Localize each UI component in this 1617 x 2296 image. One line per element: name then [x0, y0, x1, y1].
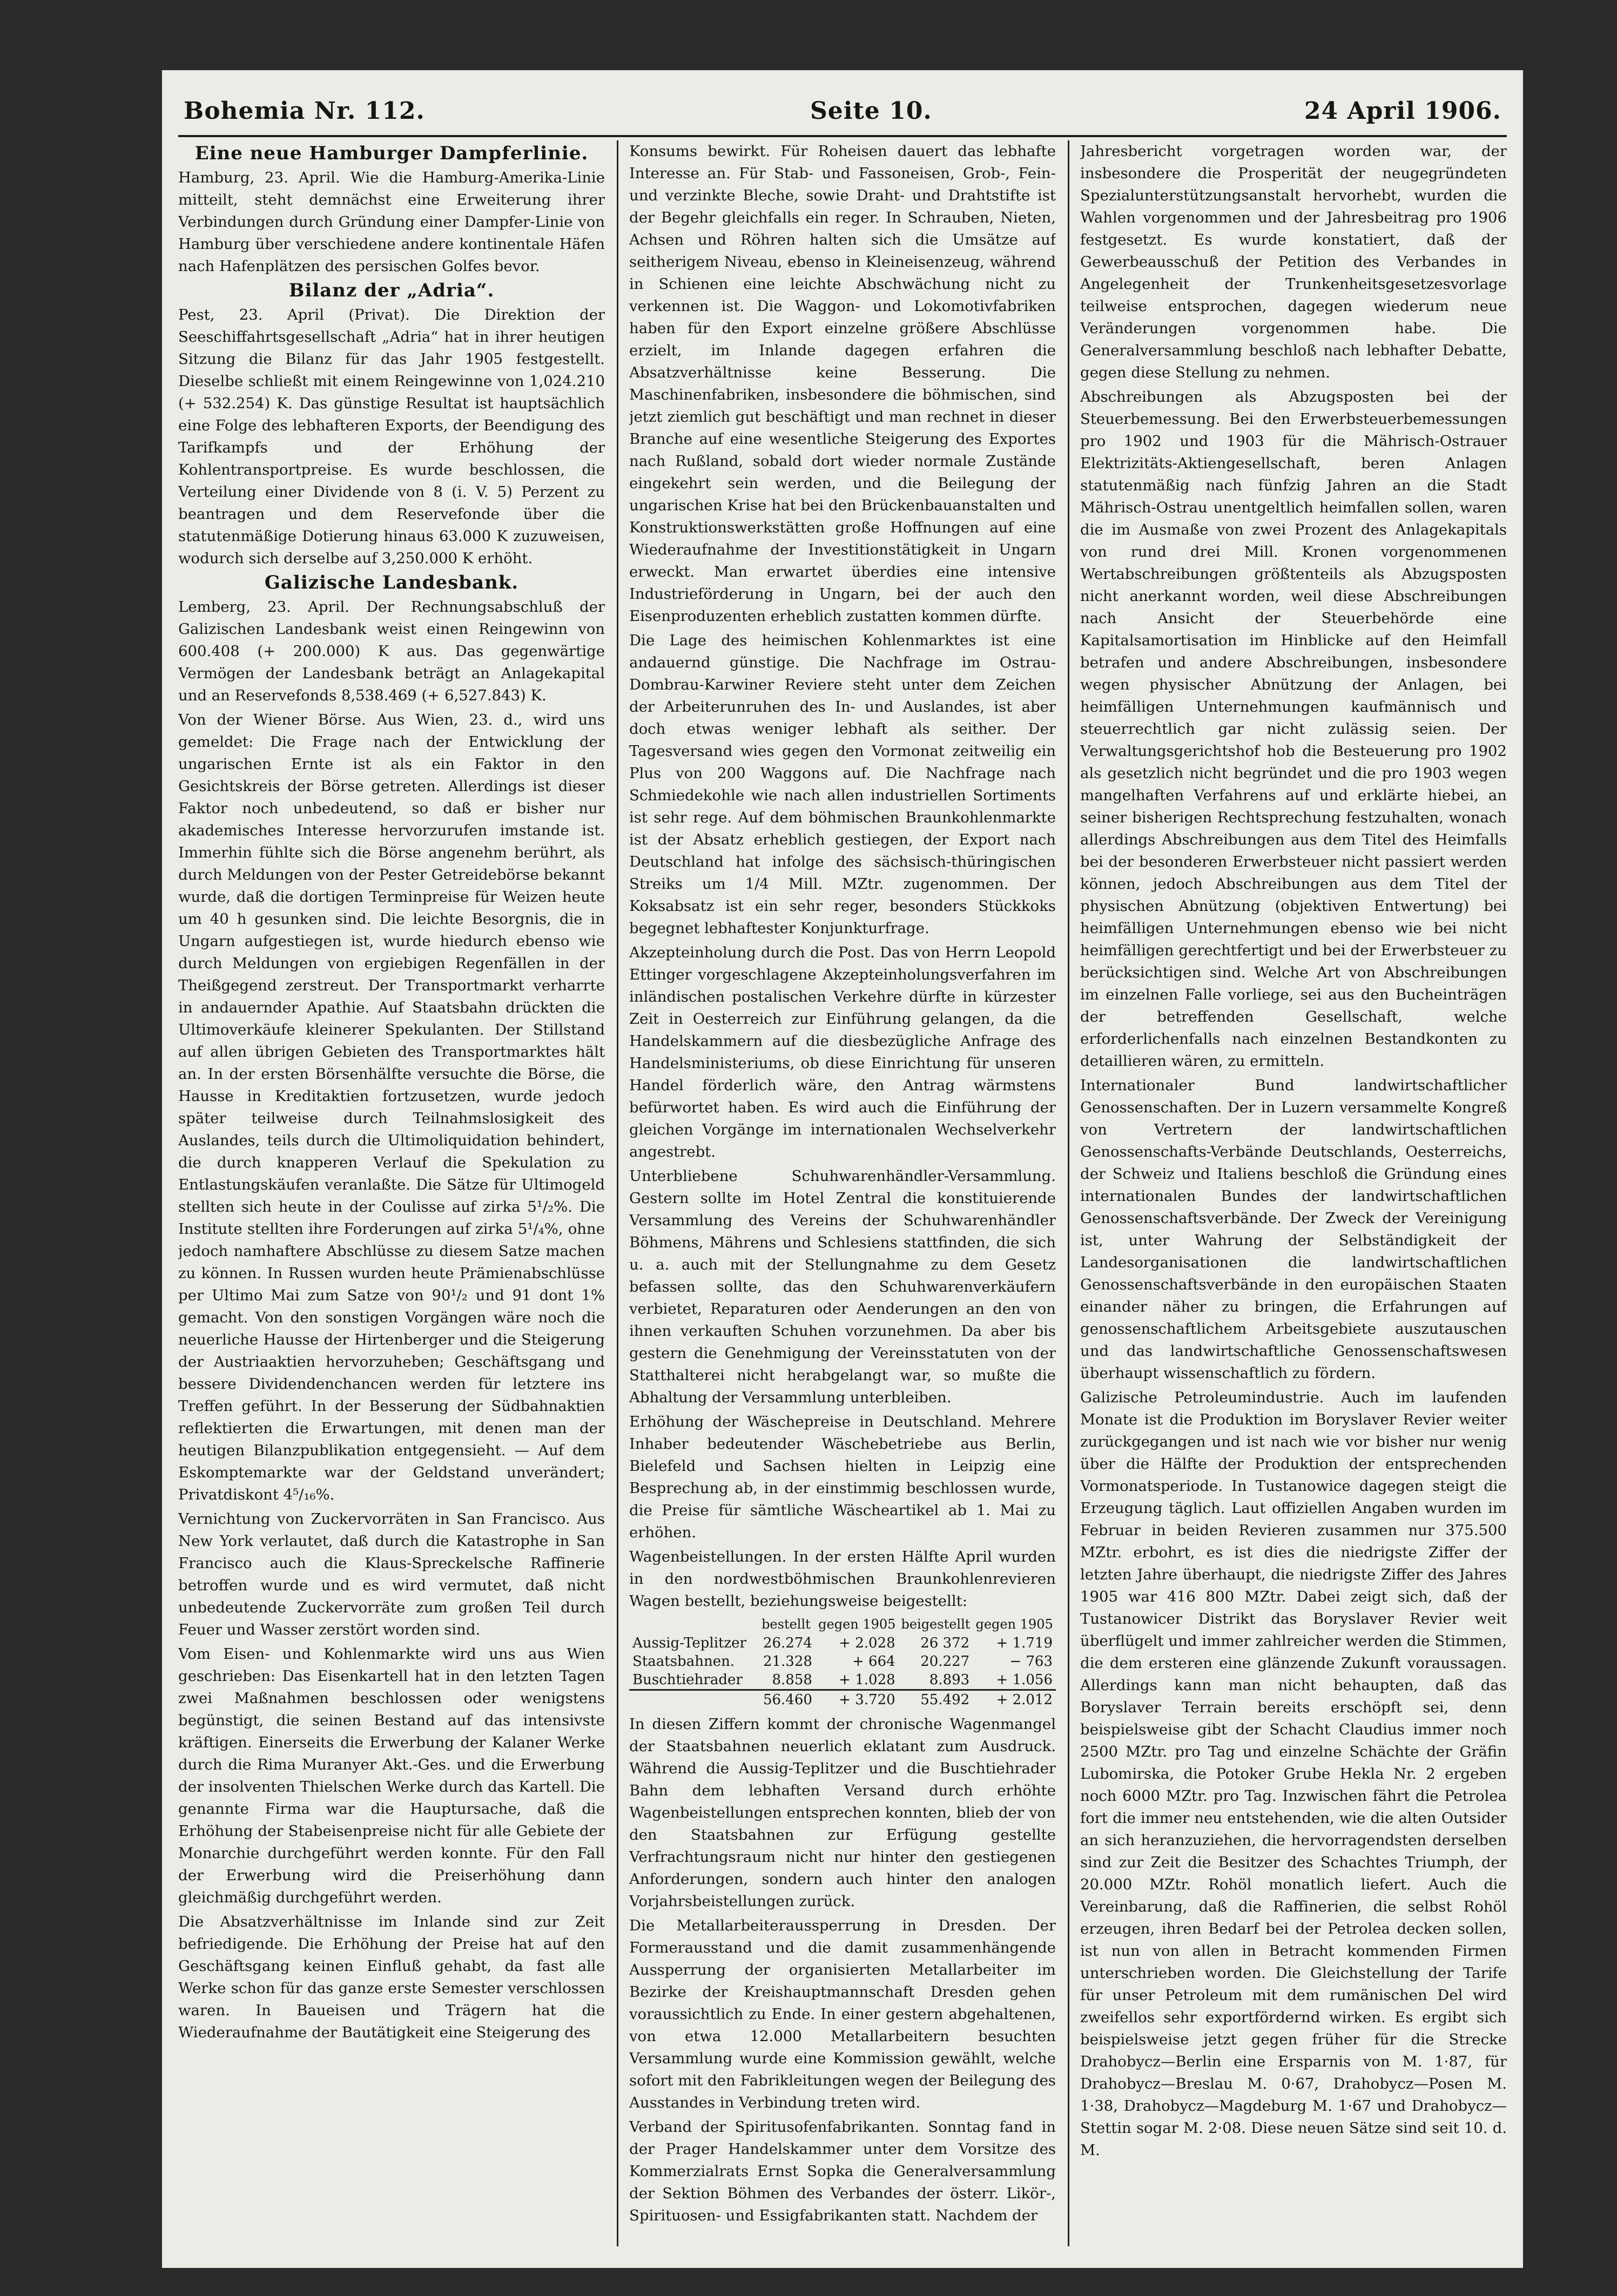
- column-rule: [617, 140, 618, 2246]
- table-cell: + 1.719: [996, 1635, 1053, 1651]
- wagon-table: [629, 1615, 1056, 1709]
- table-cell: 56.460: [757, 1690, 816, 1710]
- table-cell: Aussig-Teplitzer: [632, 1635, 746, 1651]
- article-spiritus-cont: Jahresbericht vorgetragen worden war, der insbesondere die Prosperität der neugegründeten Spezialunterstützungsanstalt hervorhebt, wurden die Wahlen vorgenommen und der Jahresbeitrag pro 1906 festgesetzt. Es wurde konstatiert, daß der Gewerbeausschuß der Petition des Verbandes in Angelegenheit der Trunkenheitsgesetzesvorlage teilweise entsprochen, dagegen wiederum neue Veränderungen vorgenommen habe. Die Generalversammlung beschloß nach lebhafter Debatte, gegen diese Stellung zu nehmen.: [1080, 143, 1507, 381]
- table-cell: 26.274: [763, 1635, 812, 1651]
- article-zuckervorraete: Vernichtung von Zuckervorräten in San Francisco. Aus New York verlautet, daß durch die Katastrophe in San Francisco auch die Klaus-Spreckelsche Raffinerie betroffen wurde und es wird vermutet, daß nicht unbedeutende Zuckervorräte zum großen Teil durch Feuer und Wasser zerstört worden sind.: [178, 1510, 605, 1638]
- article-spiritusfabrikanten: Verband der Spiritusofenfabrikanten. Sonntag fand in der Prager Handelskammer unter dem Vorsitze des Kommerzialrats Ernst Sopka die Generalversammlung der Sektion Böhmen des Verbandes der österr. Likör-, Spirituosen- und Essigfabrikanten statt. Nachdem der: [629, 2118, 1056, 2224]
- table-total-row: [629, 1690, 1056, 1710]
- article-waeschepreise: Erhöhung der Wäschepreise in Deutschland. Mehrere Inhaber bedeutender Wäschebetriebe aus Berlin, Bielefeld und Sachsen hielten in Leipzig eine Besprechung ab, in der einstimmig beschlossen wurde, die Preise für sämtliche Wäscheartikel ab 1. Mai zu erhöhen.: [629, 1413, 1056, 1541]
- table-header: beigestellt: [901, 1617, 971, 1632]
- table-header: gegen 1905: [818, 1617, 896, 1632]
- table-cell: 8.858: [772, 1672, 812, 1688]
- table-cell: 20.227: [920, 1653, 970, 1670]
- article-wagenmangel: In diesen Ziffern kommt der chronische Wagenmangel der Staatsbahnen neuerlich eklatant zum Ausdruck. Während die Aussig-Teplitzer und die Buschtiehrader Bahn dem lebhaften Versand durch erhöhte Wagenbeistellungen entsprechen konnten, blieb der von den Staatsbahnen zur Erfügung gestellte Verfrachtungsraum nicht nur hinter den gestiegenen Anforderungen, sondern auch hinter den analogen Vorjahrsbeistellungen zurück.: [629, 1716, 1056, 1910]
- column-left: [178, 140, 605, 2257]
- table-cell: 8.893: [929, 1672, 970, 1688]
- article-adria: Pest, 23. April (Privat). Die Direktion der Seeschiffahrtsgesellschaft „Adria“ hat in ihrer heutigen Sitzung die Bilanz für das Jahr 1905 festgestellt. Dieselbe schließt mit einem Reingewinne von 1,024.210 (+ 532.254) K. Das günstige Resultat ist hauptsächlich eine Folge des lebhafteren Exports, der Beendigung des Tarifkampfs und der Erhöhung der Kohlentransportpreise. Es wurde beschlossen, die Verteilung einer Dividende von 8 (i. V. 5) Perzent zu beantragen und dem Reservefonde über die statutenmäßige Dotierung hinaus 63.000 K zuzuweisen, wodurch sich derselbe auf 3,250.000 K erhöht.: [178, 306, 605, 567]
- table-header-row: [629, 1615, 1056, 1634]
- newspaper-page: [162, 70, 1523, 2268]
- column-rule: [1068, 140, 1069, 2246]
- table-header: bestellt: [762, 1617, 811, 1632]
- page-number: Seite 10.: [810, 97, 932, 125]
- article-abschreibungen: Abschreibungen als Abzugsposten bei der Steuerbemessung. Bei den Erwerbsteuerbemessungen pro 1902 und 1903 für die Mährisch-Ostrauer Elektrizitäts-Aktiengesellschaft, beren Anlagen statutenmäßig nach fünfzig Jahren an die Stadt Mährisch-Ostrau unentgeltlich heimfallen sollen, waren die im Ausmaße von zwei Prozent des Anlagekapitals von rund drei Mill. Kronen vorgenommenen Wertabschreibungen größtenteils als Abzugsposten nicht anerkannt worden, weil diese Abschreibungen nach Ansicht der Steuerbehörde eine Kapitalsamortisation im Hinblicke auf den Heimfall betrafen und andere Abschreibungen, insbesondere wegen physischer Abnützung der Anlagen, bei heimfälligen Unternehmungen kaufmännisch und steuerrechtlich gar nicht zulässig seien. Der Verwaltungsgerichtshof hob die Besteuerung pro 1902 als gesetzlich nicht begründet und die pro 1903 wegen mangelhaften Verfahrens auf und erklärte hiebei, an seiner bisherigen Rechtsprechung festzuhalten, wonach allerdings Abschreibungen aus dem Titel des Heimfalls bei der besonderen Erwerbsteuer nicht passiert werden können, jedoch Abschreibungen aus dem Titel der physischen Abnützung (objektiven Entwertung) bei heimfälligen Unternehmungen ebenso wie bei nicht heimfälligen gerechtfertigt und bei der Erwerbsteuer zu berücksichtigen sind. Welche Art von Abschreibungen im einzelnen Falle vorliege, sei aus den Bucheinträgen der betreffenden Gesellschaft, welche erforderlichenfalls nach einzelnen Bestandkonten zu detaillieren wären, zu ermitteln.: [1080, 388, 1507, 1070]
- article-metallarbeiter: Die Metallarbeiteraussperrung in Dresden. Der Formerausstand und die damit zusammenhängende Aussperrung der organisierten Metallarbeiter im Bezirke der Kreishauptmannschaft Dresden gehen voraussichtlich zu Ende. In einer gestern abgehaltenen, von etwa 12.000 Metallarbeitern besuchten Versammlung wurde eine Kommission gewählt, welche sofort mit den Fabrikleitungen wegen der Beilegung des Ausstandes in Verbindung treten wird.: [629, 1917, 1056, 2111]
- article-akzepteinholung: Akzepteinholung durch die Post. Das von Herrn Leopold Ettinger vorgeschlagene Akzepteinholungsverfahren im inländischen postalischen Verkehre dürfte in kürzester Zeit in Oesterreich zur Einführung gelangen, da die Handelskammern auf die diesbezügliche Anfrage des Handelsministeriums, ob diese Einrichtung für unseren Handel förderlich wäre, den Antrag wärmstens befürwortet haben. Es wird auch die Einführung der gleichen Vorgänge im internationalen Wechselverkehr angestrebt.: [629, 944, 1056, 1160]
- headline-adria: Bilanz der „Adria“.: [288, 280, 495, 301]
- table-row: [629, 1652, 1056, 1671]
- column-right: [1080, 140, 1507, 2257]
- table-cell: + 3.720: [816, 1690, 899, 1710]
- headline-hamburg: Eine neue Hamburger Dampferlinie.: [194, 143, 589, 164]
- table-cell: − 763: [1009, 1653, 1053, 1670]
- article-schuhwarenhaendler: Unterbliebene Schuhwarenhändler-Versammlung. Gestern sollte im Hotel Zentral die konstituierende Versammlung des Vereins der Schuhwarenhändler Böhmens, Mährens und Schlesiens stattfinden, die sich u. a. auch mit der Stellungnahme zu dem Gesetz befassen sollte, das den Schuhwarenverkäufern verbietet, Reparaturen oder Aenderungen an den von ihnen verkauften Schuhen vorzunehmen. Da aber bis gestern die Genehmigung der Vereinsstatuten von der Statthalterei nicht herabgelangt war, so mußte die Abhaltung der Versammlung unterbleiben.: [629, 1167, 1056, 1406]
- table-cell: Staatsbahnen.: [632, 1653, 735, 1670]
- table-header: gegen 1905: [975, 1617, 1053, 1632]
- table-cell: + 2.012: [973, 1690, 1056, 1710]
- masthead-issue: Bohemia Nr. 112.: [184, 97, 425, 125]
- article-wiener-boerse: Von der Wiener Börse. Aus Wien, 23. d., wird uns gemeldet: Die Frage nach der Entwicklung der ungarischen Ernte ist als ein Faktor in den Gesichtskreis der Börse getreten. Allerdings ist dieser Faktor noch unbedeutend, so daß er bisher nur akademisches Interesse hervorzurufen imstande ist. Immerhin fühlte sich die Börse angenehm berührt, als durch Meldungen von der Pester Getreidebörse bekannt wurde, daß die dortigen Terminpreise für Weizen heute um 40 h gesunken sind. Die leichte Besorgnis, die in Ungarn aufgestiegen ist, wurde hiedurch ebenso wie durch Meldungen von ergiebigen Regenfällen in der Theißgegend zerstreut. Der Transportmarkt verharrte in andauernder Apathie. Auf Staatsbahn drückten die Ultimoverkäufe kleinerer Spekulanten. Der Stillstand auf allen übrigen Gebieten des Transportmarktes hält an. In der ersten Börsenhälfte versuchte die Börse, die Hausse in Kreditaktien fortzusetzen, wurde jedoch später teilweise durch Teilnahmslosigkeit des Auslandes, teils durch die Ultimoliquidation behindert, die durch knapperen Verlauf die Spekulation zu Entlastungskäufen veranlaßte. Die Sätze für Ultimogeld stellten sich heute in der Coulisse auf zirka 5¹/₂%. Die Institute stellten ihre Forderungen auf zirka 5¹/₄%, ohne jedoch namhaftere Abschlüsse zu diesem Satze machen zu können. In Russen wurden heute Prämienabschlüsse per Ultimo Mai zum Satze von 90¹/₂ und 91 dont 1% gemacht. Von den sonstigen Vorgängen wäre noch die neuerliche Hausse der Hirtenberger und die Steigerung der Austriaaktien hervorzuheben; Geschäftsgang und bessere Dividendenchancen werden für letztere ins Treffen geführt. In der Besserung der Südbahnaktien reflektierten die Erwartungen, mit denen man der heutigen Bilanzpublikation entgegensieht. — Auf dem Eskomptemarkte war der Geldstand unverändert; Privatdiskont 4⁵/₁₆%.: [178, 711, 605, 1503]
- table-header: [629, 1615, 757, 1634]
- issue-date: 24 April 1906.: [1304, 97, 1501, 125]
- article-eisenmarkt-cont: Konsums bewirkt. Für Roheisen dauert das lebhafte Interesse an. Für Stab- und Fassoneisen, Grob-, Fein- und verzinkte Bleche, sowie Draht- und Drahtstifte ist der Begehr gleichfalls ein reger. In Schrauben, Nieten, Achsen und Röhren halten sich die Umsätze auf seitherigem Niveau, ebenso in Kleineisenzeug, während in Schienen eine leichte Abschwächung nicht zu verkennen ist. Die Waggon- und Lokomotivfabriken haben für den Export einzelne größere Abschlüsse erzielt, im Inlande dagegen erfahren die Absatzverhältnisse keine Besserung. Die Maschinenfabriken, insbesondere die böhmischen, sind jetzt ziemlich gut beschäftigt und man rechnet in dieser Branche auf eine wesentliche Steigerung des Exportes nach Rußland, sobald dort wieder normale Zustände eingekehrt sein werden, und die Beilegung der ungarischen Krise hat bei den Brückenbauanstalten und Konstruktionswerkstätten große Hoffnungen auf eine Wiederaufnahme der Investitionstätigkeit in Ungarn erweckt. Man erwartet überdies eine intensive Industrieförderung in Ungarn, bei der auch den Eisenproduzenten erheblich zustatten kommen dürfte.: [629, 143, 1056, 625]
- article-genossenschaften: Internationaler Bund landwirtschaftlicher Genossenschaften. Der in Luzern versammelte Kongreß von Vertretern der landwirtschaftlichen Genossenschafts-Verbände Deutschlands, Oesterreichs, der Schweiz und Italiens beschloß die Gründung eines internationalen Bundes der landwirtschaftlichen Genossenschaftsverbände. Der Zweck der Vereinigung ist, unter Wahrung der Selbständigkeit der Landesorganisationen die landwirtschaftlichen Genossenschaftsverbände in den europäischen Staaten einander näher zu bringen, die Erfahrungen auf genossenschaftlichem Arbeitsgebiete auszutauschen und das landwirtschaftliche Genossenschaftswesen überhaupt wissenschaftlich zu fördern.: [1080, 1077, 1507, 1382]
- headline-landesbank: Galizische Landesbank.: [264, 572, 519, 593]
- article-petroleumindustrie: Galizische Petroleumindustrie. Auch im laufenden Monate ist die Produktion im Boryslaver Revier weiter zurückgegangen und ist nach wie vor bisher nur wenig über die Hälfte der Produktion der entsprechenden Vormonatsperiode. In Tustanowice dagegen steigt die Erzeugung täglich. Laut offiziellen Angaben wurden im Februar in beiden Revieren zusammen nur 375.500 MZtr. erbohrt, es ist dies die niedrigste Ziffer der letzten Jahre überhaupt, die niedrigste Ziffer des Jahres 1905 war 416 800 MZtr. Dabei zeigt sich, daß der Tustanowicer Distrikt das Boryslaver Revier weit überflügelt und immer zahlreicher werden die Stimmen, die dem ersteren eine glänzende Zukunft voraussagen. Allerdings kann man nicht behaupten, daß das Boryslaver Terrain bereits erschöpft sei, denn beispielsweise gibt der Schacht Claudius immer noch 2500 MZtr. pro Tag und einzelne Schächte der Gräfin Lubomirska, die Potoker Grube Hekla Nr. 2 ergeben noch 6000 MZtr. pro Tag. Inzwischen fährt die Petrolea fort die immer neu entstehenden, wie die alten Outsider an sich heranzuziehen, die hervorragendsten derselben sind zur Zeit die Besitzer des Schachtes Triumph, der 20.000 MZtr. Rohöl monatlich liefert. Auch die Vereinbarung, daß die Raffinerien, die selbst Rohöl erzeugen, ihren Bedarf bei der Petrolea decken sollen, ist nun von allen in Betracht kommenden Firmen unterschrieben worden. Die Gleichstellung der Tarife für unser Petroleum mit dem rumänischen Del wird zweifellos sehr exportfördernd wirken. Es ergibt sich beispielsweise jetzt gegen früher für die Strecke Drahobycz—Berlin eine Ersparnis von M. 1·87, für Drahobycz—Breslau M. 0·67, Drahobycz—Posen M. 1·38, Drahobycz—Magdeburg M. 1·67 und Drahobycz—Stettin sogar M. 2·08. Diese neuen Sätze sind seit 10. d. M.: [1080, 1389, 1507, 2159]
- article-eisenmarkt: Vom Eisen- und Kohlenmarkte wird uns aus Wien geschrieben: Das Eisenkartell hat in den letzten Tagen zwei Maßnahmen beschlossen oder wenigstens begünstigt, die seinen Bestand auf das intensivste kräftigen. Einerseits die Erwerbung der Kalaner Werke durch die Rima Muranyer Akt.-Ges. und die Erwerbung der insolventen Thielschen Werke durch das Kartell. Die genannte Firma war die Hauptursache, daß die Erhöhung der Stabeisenpreise nicht für alle Gebiete der Monarchie durchgeführt werden konnte. Für den Fall der Erwerbung wird die Preiserhöhung dann gleichmäßig durchgeführt werden.: [178, 1645, 605, 1906]
- page-header: [178, 92, 1507, 137]
- column-middle: [629, 140, 1056, 2257]
- table-cell: + 1.028: [839, 1672, 895, 1688]
- table-cell: 26 372: [920, 1635, 970, 1651]
- table-cell: + 664: [852, 1653, 895, 1670]
- table-cell: 55.492: [899, 1690, 973, 1710]
- article-landesbank: Lemberg, 23. April. Der Rechnungsabschluß der Galizischen Landesbank weist einen Reingewinn von 600.408 (+ 200.000) K aus. Das gegenwärtige Vermögen der Landesbank beträgt an Anlagekapital und an Reservefonds 8,538.469 (+ 6,527.843) K.: [178, 598, 605, 704]
- table-cell: 21.328: [763, 1653, 812, 1670]
- article-absatz: Die Absatzverhältnisse im Inlande sind zur Zeit befriedigende. Die Erhöhung der Preise hat auf den Geschäftsgang keinen Einfluß gehabt, da fast alle Werke schon für das ganze erste Semester verschlossen waren. In Baueisen und Trägern hat die Wiederaufnahme der Bautätigkeit eine Steigerung des: [178, 1913, 605, 2041]
- table-row: [629, 1671, 1056, 1690]
- table-cell: Buschtiehrader: [632, 1672, 743, 1688]
- table-row: [629, 1634, 1056, 1652]
- table-cell: + 1.056: [996, 1672, 1053, 1688]
- table-cell: + 2.028: [839, 1635, 895, 1651]
- article-hamburg: Hamburg, 23. April. Wie die Hamburg-Amerika-Linie mitteilt, steht demnächst eine Erweiterung ihrer Verbindungen durch Gründung einer Dampfer-Linie von Hamburg über verschiedene andere kontinentale Häfen nach Hafenplätzen des persischen Golfes bevor.: [178, 169, 605, 275]
- table-cell: [629, 1690, 757, 1710]
- article-kohlenmarkt: Die Lage des heimischen Kohlenmarktes ist eine andauernd günstige. Die Nachfrage im Ostrau-Dombrau-Karwiner Reviere steht unter dem Zeichen der Arbeiterunruhen des In- und Auslandes, ist aber doch etwas weniger lebhaft als seither. Der Tagesversand wies gegen den Vormonat zeitweilig ein Plus von 200 Waggons auf. Die Nachfrage nach Schmiedekohle wie nach allen industriellen Sortiments ist sehr rege. Auf dem böhmischen Braunkohlenmarkte ist der Absatz erheblich gestiegen, der Export nach Deutschland hat infolge des sächsisch-thüringischen Streiks um 1/4 Mill. MZtr. zugenommen. Der Koksabsatz ist ein sehr reger, besonders Stückkoks begegnet lebhaftester Konjunkturfrage.: [629, 632, 1056, 937]
- article-wagenbeistellungen: Wagenbeistellungen. In der ersten Hälfte April wurden in den nordwestböhmischen Braunkohlenrevieren Wagen bestellt, beziehungsweise beigestellt:: [629, 1548, 1056, 1610]
